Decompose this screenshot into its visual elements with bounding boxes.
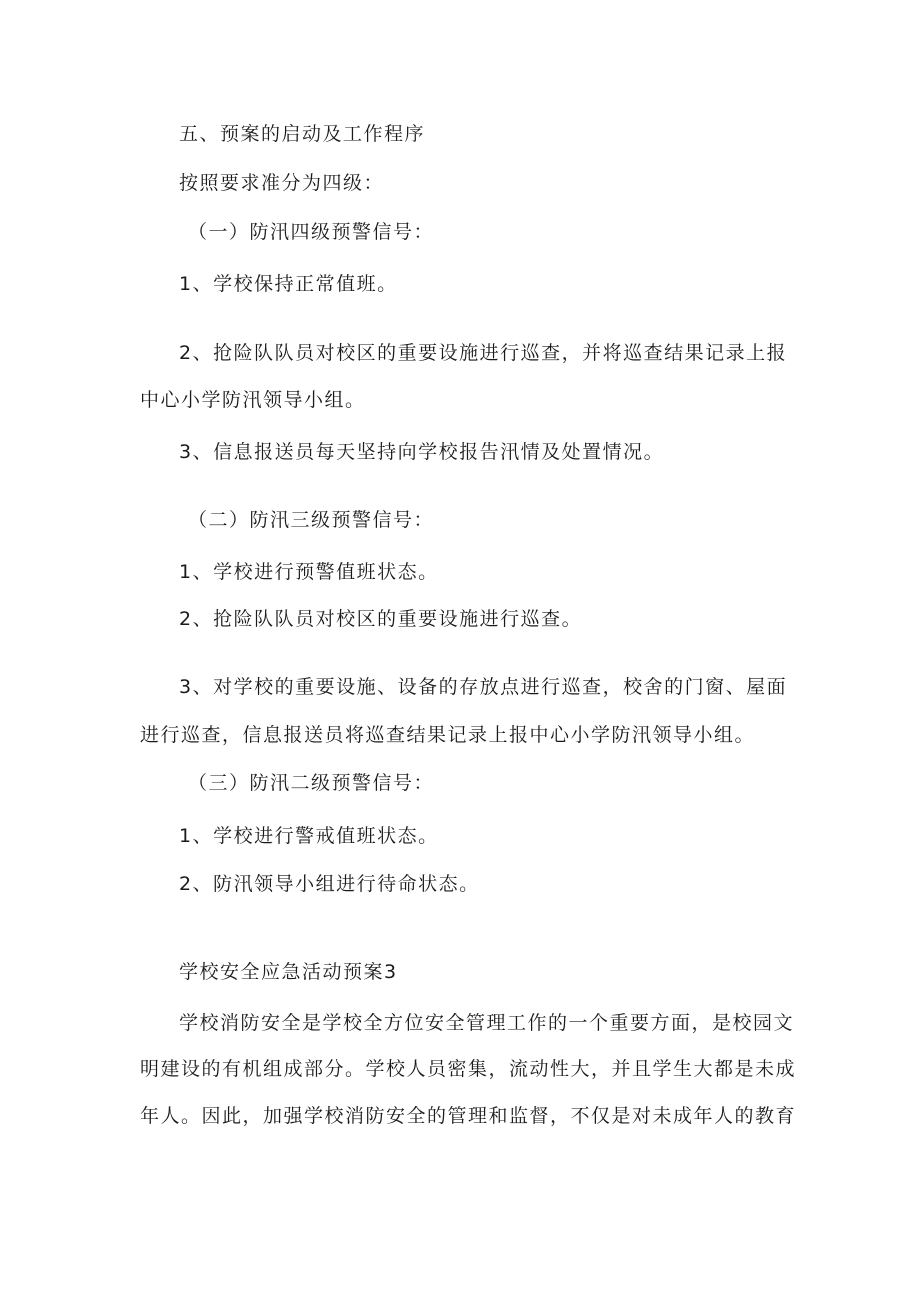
list-item: 3、对学校的重要设施、设备的存放点进行巡查，校舍的门窗、屋面 [179, 676, 788, 698]
list-item: 2、抢险队队员对校区的重要设施进行巡查。 [179, 608, 583, 630]
list-item: 3、信息报送员每天坚持向学校报告汛情及处置情况。 [179, 441, 665, 463]
list-item: 1、学校保持正常值班。 [179, 273, 398, 295]
paragraph-line: 明建设的有机组成部分。学校人员密集，流动性大，并且学生大都是未成 [140, 1058, 797, 1080]
section-heading: 五、预案的启动及工作程序 [179, 123, 426, 145]
paragraph-line: 按照要求准分为四级： [179, 172, 385, 194]
section-title: 学校安全应急活动预案3 [179, 961, 398, 983]
paragraph-line: 进行巡查，信息报送员将巡查结果记录上报中心小学防汛领导小组。 [140, 724, 756, 746]
paragraph-line: 学校消防安全是学校全方位安全管理工作的一个重要方面，是校园文 [179, 1012, 795, 1034]
list-item: 2、防汛领导小组进行待命状态。 [179, 873, 480, 895]
paragraph-line: 中心小学防汛领导小组。 [140, 389, 366, 411]
list-item: 2、抢险队队员对校区的重要设施进行巡查，并将巡查结果记录上报 [179, 342, 788, 364]
subheading: （一）防汛四级预警信号： [188, 221, 435, 243]
subheading: （三）防汛二级预警信号： [188, 772, 435, 794]
paragraph-line: 年人。因此，加强学校消防安全的管理和监督，不仅是对未成年人的教育 [140, 1105, 797, 1127]
subheading: （二）防汛三级预警信号： [188, 509, 435, 531]
list-item: 1、学校进行预警值班状态。 [179, 561, 439, 583]
list-item: 1、学校进行警戒值班状态。 [179, 825, 439, 847]
